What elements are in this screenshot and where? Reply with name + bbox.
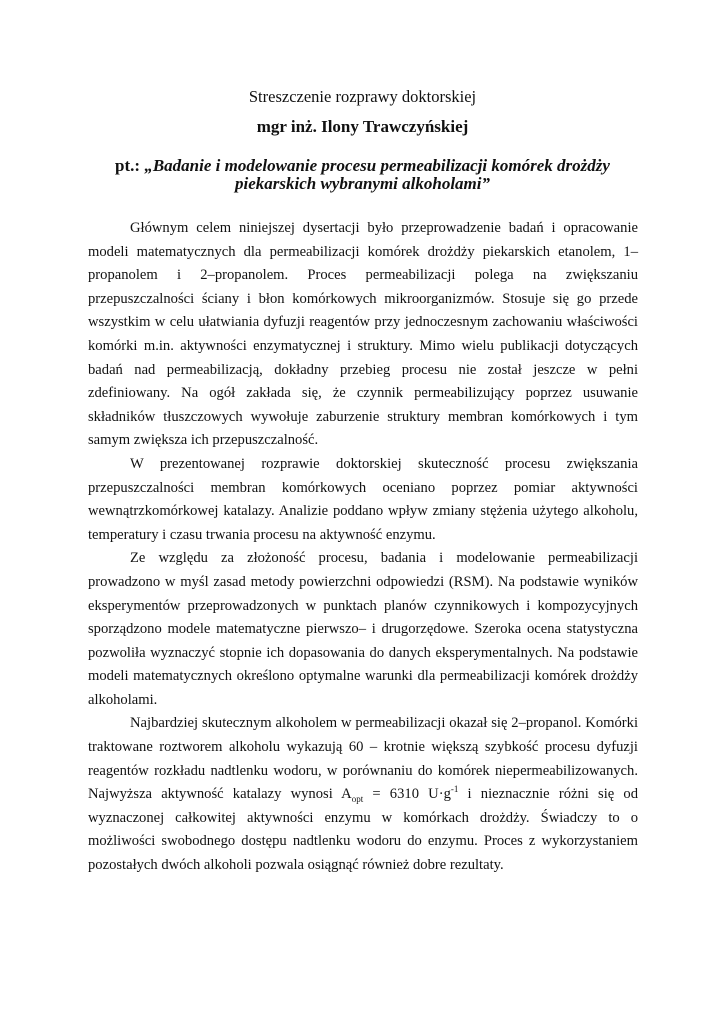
p4-mid: = 6310 U·g bbox=[363, 786, 451, 803]
thesis-title bbox=[80, 157, 645, 193]
author-line: mgr inż. Ilony Trawczyńskiej bbox=[256, 117, 469, 136]
p4-before: Najbardziej skutecznym alkoholem w permeabilizacji okazał się 2–propanol. Komórki traktowane roztworem alkoholu wykazują 60 – krotnie większą szybkość procesu dyfuzji reagentów rozkładu nadtlenku wodoru, w porównaniu do komórek niepermeabilizowanych. Najwyższa aktywność katalazy wynosi A bbox=[88, 715, 638, 803]
p4-subscript: opt bbox=[351, 794, 364, 805]
paragraph-4 bbox=[88, 712, 638, 877]
abstract-body bbox=[88, 217, 638, 878]
paragraph-1: Głównym celem niniejszej dysertacji było przeprowadzenie badań i opracowanie modeli matematycznych dla permeabilizacji komórek drożdży piekarskich etanolem, 1–propanolem i 2–propanolem. Proces permeabilizacji polega na zwiększaniu przepuszczalności ściany i błon komórkowych mikroorganizmów. Stosuje się go przede wszystkim w celu ułatwiania dyfuzji reagentów przy jednoczesnym zachowaniu właściwości komórki m.in. aktywności enzymatycznej i struktury. Mimo wielu publikacji dotyczących badań nad permeabilizacją, dokładny przebieg procesu nie został jeszcze w pełni zdefiniowany. Na ogół zakłada się, że czynnik permeabilizujący poprzez usuwanie składników tłuszczowych wywołuje zaburzenie struktury membran komórkowych i tym samym zwiększa ich przepuszczalność. bbox=[88, 220, 638, 449]
p4-after: i nieznacznie różni się od wyznaczonej całkowitej aktywności enzymu w komórkach drożdży. Świadczy to o możliwości swobodnego dostępu nadtlenku wodoru do enzymu. Proces z wykorzystaniem pozostałych dwóch alkoholi pozwala osiągnąć również dobre rezultaty. bbox=[88, 786, 639, 874]
paragraph-3: Ze względu za złożoność procesu, badania i modelowanie permeabilizacji prowadzono w myśl zasad metody powierzchni odpowiedzi (RSM). Na podstawie wyników eksperymentów przeprowadzonych w punktach planów czynnikowych i kompozycyjnych sporządzono modele matematyczne pierwszo– i drugorzędowe. Szeroka ocena statystyczna pozwoliła wyznaczyć stopnie ich dopasowania do danych eksperymentalnych. Na podstawie modeli matematycznych określono optymalne warunki dla permeabilizacji komórek drożdży alkoholami. bbox=[88, 550, 638, 708]
title-text: „Badanie i modelowanie procesu permeabilizacji komórek drożdży piekarskich wybranymi alkoholami” bbox=[144, 156, 610, 193]
p4-superscript: -1 bbox=[450, 784, 459, 795]
document-heading: Streszczenie rozprawy doktorskiej bbox=[248, 87, 477, 106]
paragraph-2: W prezentowanej rozprawie doktorskiej skuteczność procesu zwiększania przepuszczalności membran komórkowych oceniano poprzez pomiar aktywności wewnątrzkomórkowej katalazy. Analizie poddano wpływ zmiany stężenia użytego alkoholu, temperatury i czasu trwania procesu na aktywność enzymu. bbox=[88, 455, 638, 543]
title-prefix: pt.: bbox=[115, 156, 145, 175]
